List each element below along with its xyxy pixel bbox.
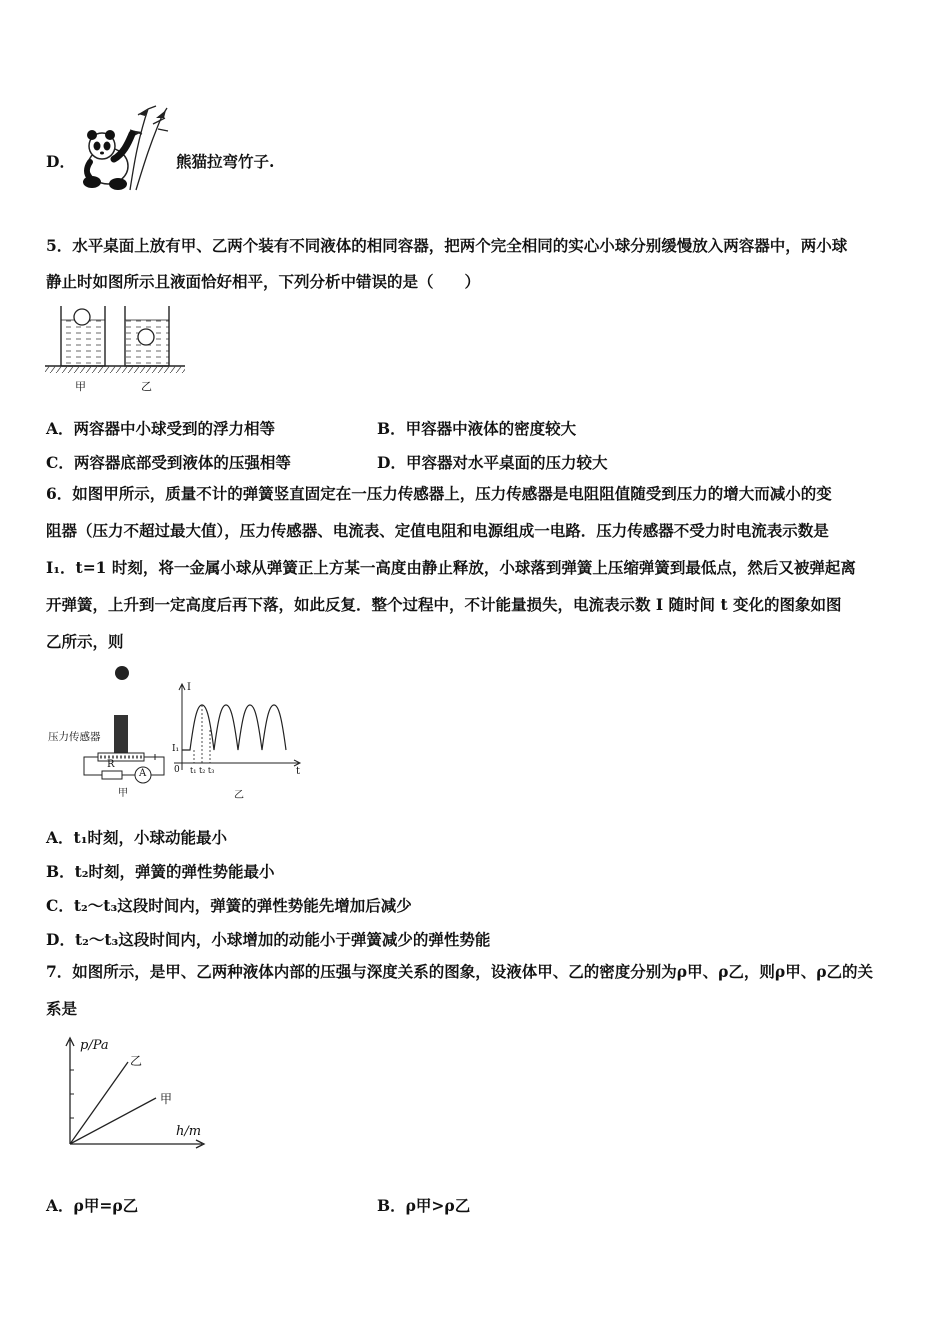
q7-y-axis-label: p/Pa <box>80 1038 109 1053</box>
q7-option-b-text: ρ甲>ρ乙 <box>405 1196 471 1215</box>
q6-option-a-letter: A． <box>46 828 74 847</box>
q5-option-c <box>46 451 291 473</box>
q6-option-a-text: t₁时刻，小球动能最小 <box>73 828 227 847</box>
q5-option-d-text: 甲容器对水平桌面的压力较大 <box>405 453 608 472</box>
q7-option-a-letter: A． <box>46 1196 74 1215</box>
q6-option-b-text: t₂时刻，弹簧的弹性势能最小 <box>74 862 275 881</box>
q5-option-a-letter: A． <box>46 419 74 438</box>
q5-option-b-letter: B． <box>377 419 406 438</box>
q4-option-d-text: 熊猫拉弯竹子. <box>176 152 275 171</box>
q7-option-a-text: ρ甲=ρ乙 <box>73 1196 139 1215</box>
q6-stem-line3: I₁．t=1 时刻，将一金属小球从弹簧正上方某一高度由静止释放，小球落到弹簧上压缩弹簧到最低点，然后又被弹起离 <box>46 558 856 577</box>
q7-line-shallow-label: 甲 <box>160 1092 173 1106</box>
q7-stem-line1: 7．如图所示，是甲、乙两种液体内部的压强与深度关系的图象，设液体甲、乙的密度分别为ρ甲、ρ乙，则ρ甲、ρ乙的关 <box>46 962 874 981</box>
q6-origin-label: 0 <box>174 765 180 775</box>
q6-ammeter-label: A <box>139 768 147 779</box>
q7-pressure-depth-graph <box>52 1032 212 1150</box>
q6-i1-label: I₁ <box>172 744 180 754</box>
q5-containers-figure <box>45 300 195 396</box>
q6-option-b <box>46 860 275 882</box>
q5-option-d <box>377 451 607 473</box>
q6-option-d <box>46 928 490 950</box>
q6-option-a <box>46 826 227 848</box>
q6-option-c-letter: C． <box>46 896 74 915</box>
q6-figure <box>44 660 306 800</box>
q6-caption-right: 乙 <box>234 790 244 801</box>
q4-option-d-letter: D． <box>46 152 75 171</box>
q6-stem-line2: 阻器（压力不超过最大值），压力传感器、电流表、定值电阻和电源组成一电路．压力传感器不受力时电流表示数是 <box>46 521 829 540</box>
q5-option-b <box>377 417 576 439</box>
q6-stem-line5: 乙所示，则 <box>46 632 124 651</box>
q7-line-steep-label: 乙 <box>130 1054 143 1068</box>
q7-stem-line2: 系是 <box>46 999 78 1018</box>
q6-caption-left: 甲 <box>118 788 128 799</box>
q5-option-a-text: 两容器中小球受到的浮力相等 <box>73 419 276 438</box>
q5-label-right: 乙 <box>141 380 152 393</box>
panda-bamboo-image <box>78 104 170 194</box>
q5-option-c-text: 两容器底部受到液体的压强相等 <box>73 453 291 472</box>
q6-option-c <box>46 894 412 916</box>
q6-resistor-label: R <box>107 759 115 770</box>
q5-option-c-letter: C． <box>46 453 74 472</box>
q7-option-a <box>46 1194 138 1216</box>
q6-option-b-letter: B． <box>46 862 75 881</box>
q7-x-axis-label: h/m <box>176 1124 202 1139</box>
q6-option-c-text: t₂～t₃这段时间内，弹簧的弹性势能先增加后减少 <box>73 896 412 915</box>
q6-stem-line1: 6．如图甲所示，质量不计的弹簧竖直固定在一压力传感器上，压力传感器是电阻阻值随受到压力的增大而减小的变 <box>46 484 832 503</box>
q6-option-d-text: t₂～t₃这段时间内，小球增加的动能小于弹簧减少的弹性势能 <box>74 930 491 949</box>
q5-label-left: 甲 <box>75 380 86 393</box>
q6-stem-line4: 开弹簧，上升到一定高度后再下落，如此反复．整个过程中，不计能量损失，电流表示数 I 随时间 t 变化的图象如图 <box>46 595 842 614</box>
q5-stem-line2: 静止时如图所示且液面恰好相平，下列分析中错误的是（ ） <box>46 272 481 291</box>
q7-option-b <box>377 1194 470 1216</box>
q6-axis-i: I <box>187 682 191 693</box>
q5-option-a <box>46 417 275 439</box>
q5-option-d-letter: D． <box>377 453 406 472</box>
q6-sensor-label: 压力传感器 <box>48 731 101 743</box>
q7-option-b-letter: B． <box>377 1196 406 1215</box>
q5-option-b-text: 甲容器中液体的密度较大 <box>405 419 577 438</box>
q6-option-d-letter: D． <box>46 930 75 949</box>
q6-tick-labels: t₁ t₂ t₃ <box>190 766 215 775</box>
q6-axis-t: t <box>296 766 301 777</box>
q5-stem-line1: 5．水平桌面上放有甲、乙两个装有不同液体的相同容器，把两个完全相同的实心小球分别缓慢放入两容器中，两小球 <box>46 236 848 255</box>
